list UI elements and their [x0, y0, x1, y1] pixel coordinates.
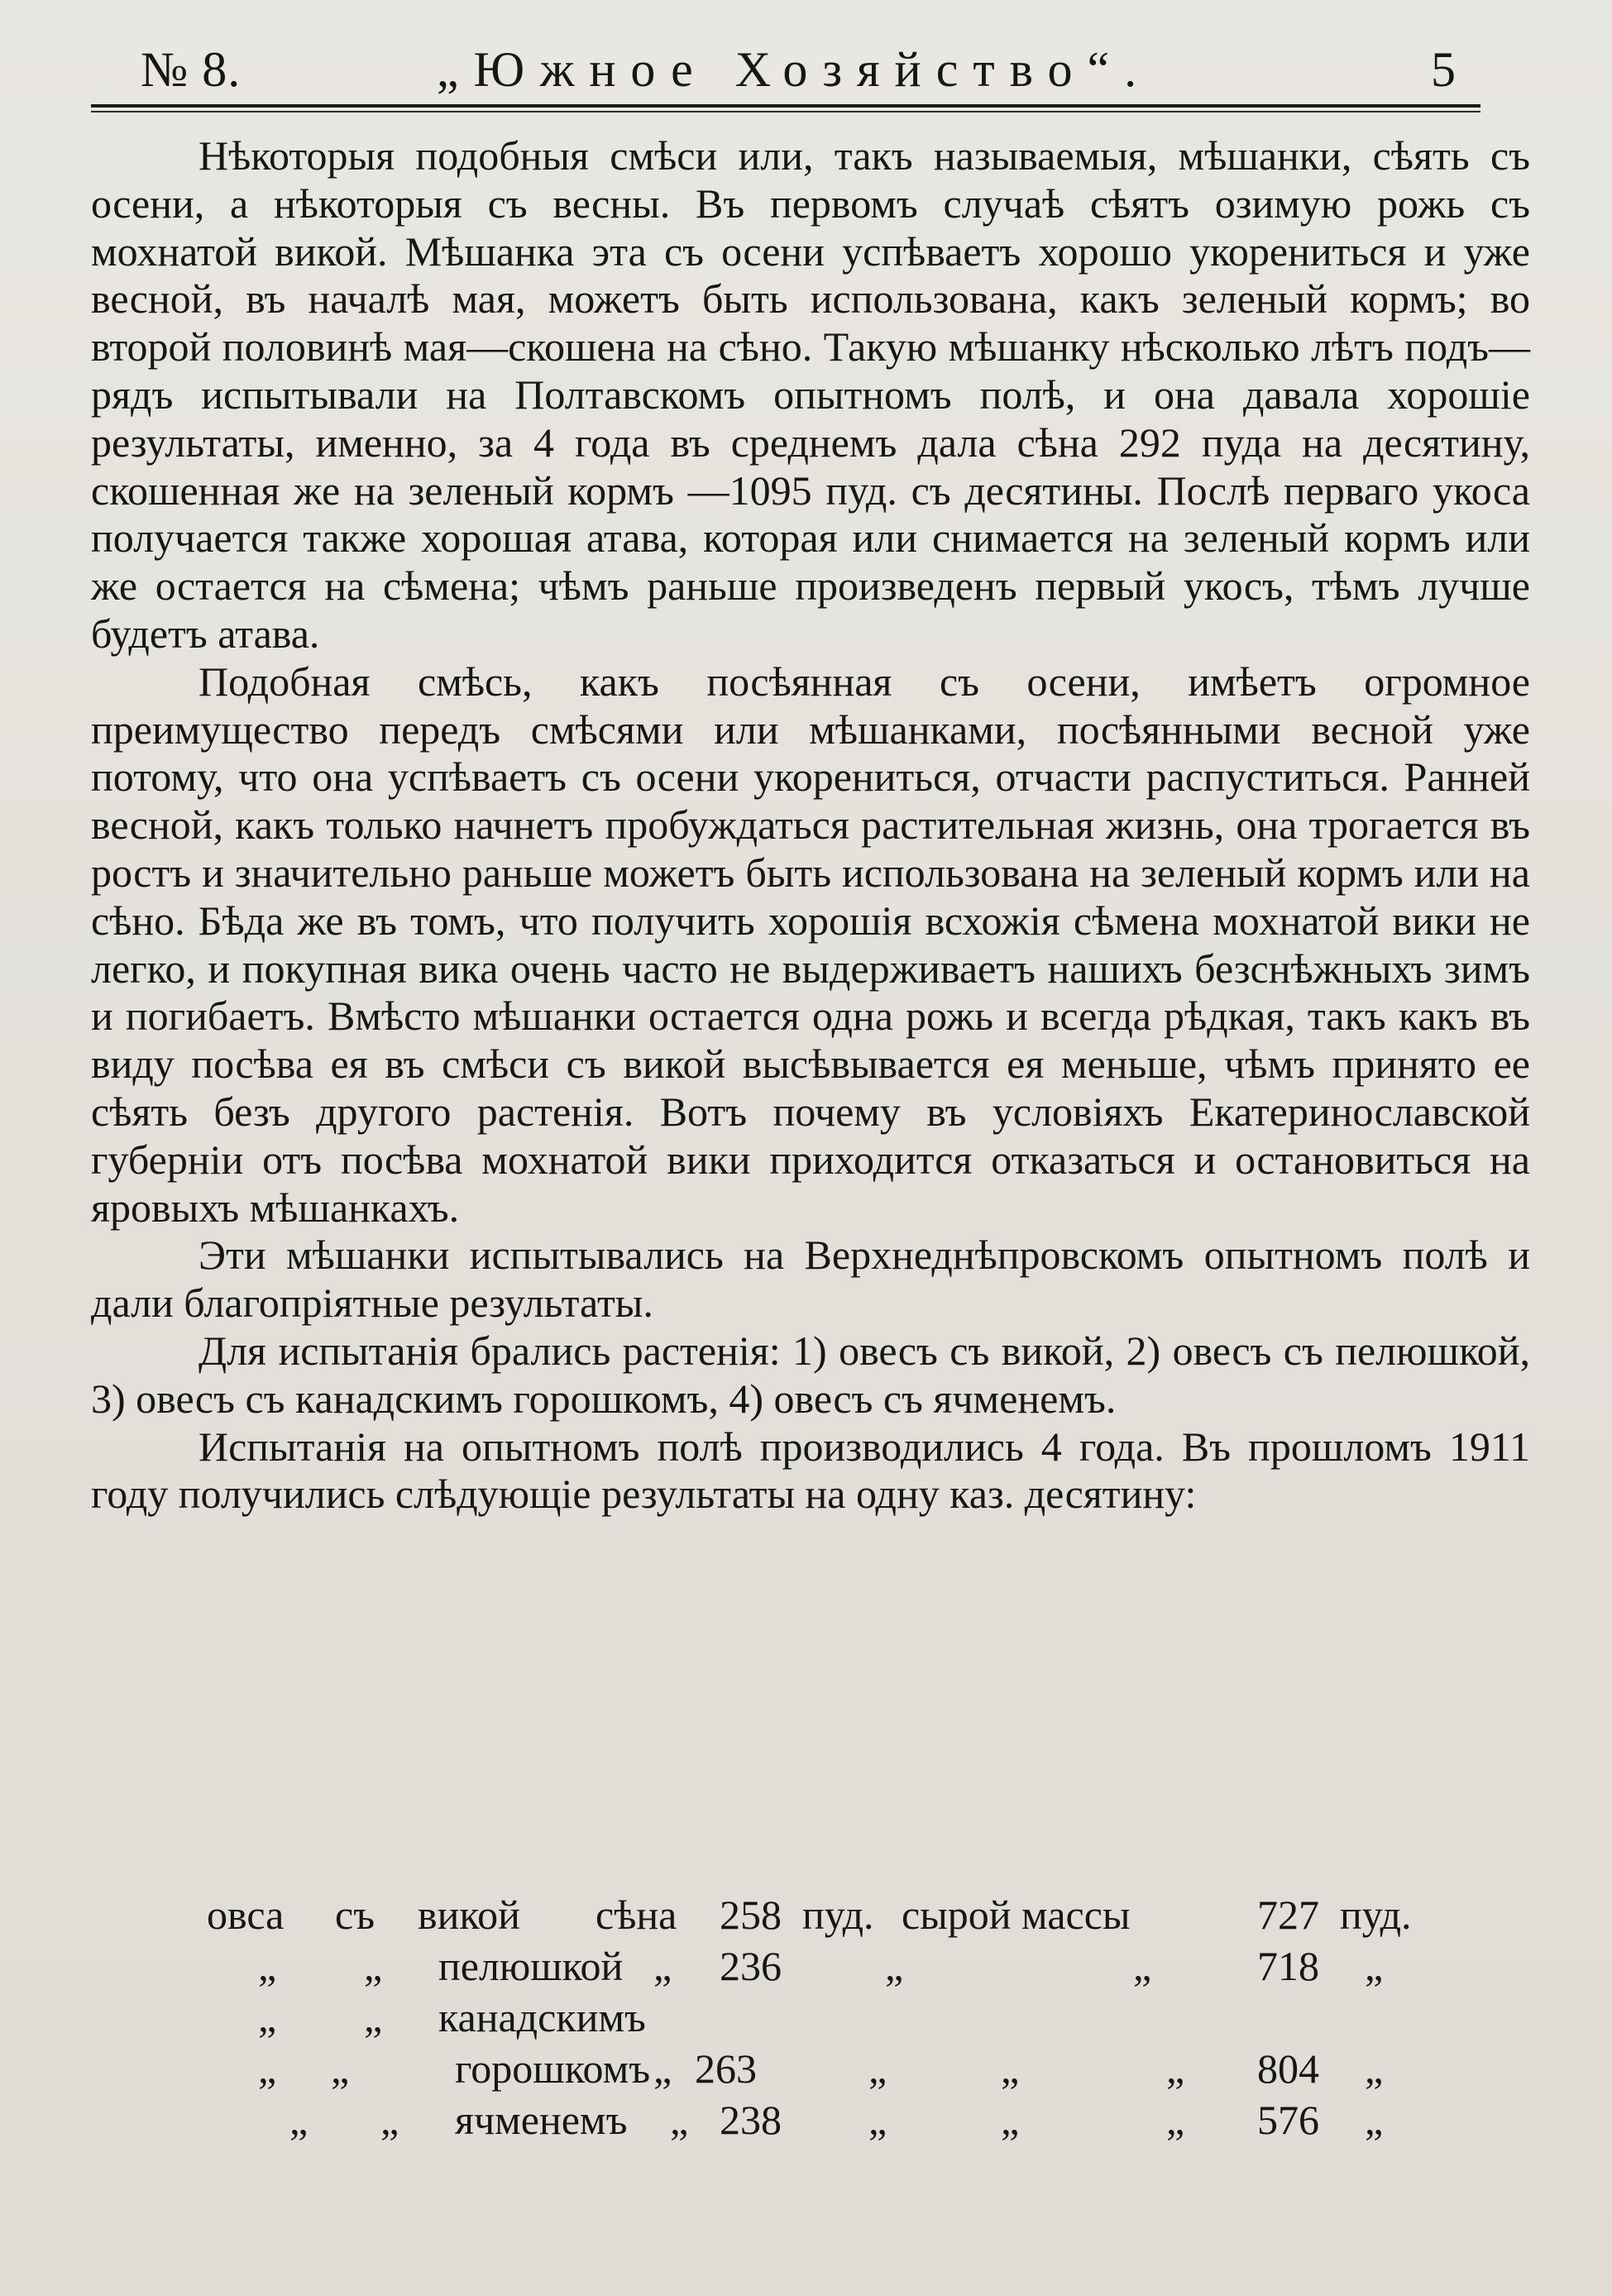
cell-hay-value: 263: [695, 2045, 757, 2092]
cell-crop: ячменемъ: [455, 2097, 628, 2143]
journal-title: „Южное Хозяйство“.: [436, 42, 1152, 97]
cell-hay-label: сѣна: [596, 1892, 677, 1938]
cell-ditto: „: [1166, 2045, 1185, 2092]
paragraph: Нѣкоторыя подобныя смѣси или, такъ называемыя, мѣшанки, сѣять съ осени, а нѣкоторыя съ весны. Въ первомъ случаѣ сѣятъ озимую рожь съ мохнатой викой. Мѣшанка эта съ осени успѣваетъ хорошо укорениться и уже весной, въ началѣ мая, можетъ быть использована, какъ зеленый кормъ; во второй половинѣ мая—скошена на сѣно. Такую мѣшанку нѣсколько лѣтъ подъ—рядъ испытывали на Полтавскомъ опытномъ полѣ, и она давала хорошіе результаты, именно, за 4 года въ среднемъ дала сѣна 292 пуда на десятину, скошенная же на зеленый кормъ —1095 пуд. съ десятины. Послѣ перваго укоса получается также хорошая атава, которая или снимается на зеленый кормъ или же остается на сѣмена; чѣмъ раньше произведенъ первый укосъ, тѣмъ лучше будетъ атава.: [91, 132, 1530, 657]
page-number: 5: [1431, 42, 1456, 97]
table-row: [207, 2096, 1431, 2145]
cell-hay-value: 258: [720, 1892, 782, 1938]
cell-with: съ: [335, 1892, 375, 1938]
cell-ditto: „: [885, 1943, 904, 1989]
paragraph: Эти мѣшанки испытывались на Верхнеднѣпровскомъ опытномъ полѣ и дали благопріятные результаты.: [91, 1232, 1530, 1327]
cell-ditto: „: [1365, 2097, 1384, 2143]
cell-crop: пелюшкой: [438, 1943, 624, 1989]
cell-ditto: „: [364, 1994, 383, 2040]
cell-green-label: сырой массы: [902, 1892, 1131, 1938]
cell-crop: канадскимъ: [438, 1994, 646, 2040]
cell-ditto: „: [1133, 1943, 1152, 1989]
cell-green-value: 804: [1257, 2045, 1319, 2092]
table-row: [207, 2045, 1431, 2094]
cell-ditto: „: [258, 1994, 277, 2040]
cell-hay-value: 238: [720, 2097, 782, 2143]
cell-ditto: „: [258, 2045, 277, 2092]
table-row: [207, 1891, 1431, 1940]
header-rule-thick: [91, 104, 1480, 108]
cell-green-value: 727: [1257, 1892, 1319, 1938]
cell-hay-value: 236: [720, 1943, 782, 1989]
body-text: [91, 132, 1530, 1519]
cell-ditto: „: [868, 2097, 887, 2143]
cell-green-unit: пуд.: [1340, 1892, 1412, 1938]
cell-crop: горошкомъ: [455, 2045, 651, 2092]
cell-ditto: „: [653, 1943, 672, 1989]
cell-oats: овса: [207, 1892, 285, 1938]
cell-crop: викой: [418, 1892, 520, 1938]
cell-ditto: „: [380, 2097, 399, 2143]
issue-number: № 8.: [141, 42, 242, 97]
cell-green-value: 576: [1257, 2097, 1319, 2143]
cell-ditto: „: [1001, 2097, 1020, 2143]
cell-ditto: „: [1166, 2097, 1185, 2143]
cell-green-value: 718: [1257, 1943, 1319, 1989]
cell-ditto: „: [289, 2097, 309, 2143]
running-header: [91, 33, 1497, 108]
cell-ditto: „: [1365, 1943, 1384, 1989]
cell-ditto: „: [653, 2045, 672, 2092]
cell-ditto: „: [364, 1943, 383, 1989]
paragraph: Подобная смѣсь, какъ посѣянная съ осени, имѣетъ огромное преимущество передъ смѣсями или мѣшанками, посѣянными весной уже потому, что она успѣваетъ съ осени укорениться, отчасти распуститься. Ранней весной, какъ только начнетъ пробуждаться растительная жизнь, она трогается въ ростъ и значительно раньше можетъ быть использована на зеленый кормъ или на сѣно. Бѣда же въ томъ, что получить хорошія всхожія сѣмена мохнатой вики не легко, и покупная вика очень часто не выдерживаетъ нашихъ безснѣжныхъ зимъ и погибаетъ. Вмѣсто мѣшанки остается одна рожь и всегда рѣдкая, такъ какъ въ виду посѣва ея въ смѣси съ викой высѣвывается ея меньше, чѣмъ принято ее сѣять безъ другого растенія. Вотъ почему въ условіяхъ Екатеринославской губерніи отъ посѣва мохнатой вики приходится отказаться и остановиться на яровыхъ мѣшанкахъ.: [91, 658, 1530, 1231]
cell-ditto: „: [868, 2045, 887, 2092]
header-rule-thin: [91, 111, 1480, 112]
cell-ditto: „: [1365, 2045, 1384, 2092]
table-row: [207, 1942, 1431, 1992]
cell-ditto: „: [1001, 2045, 1020, 2092]
cell-ditto: „: [258, 1943, 277, 1989]
paragraph: Для испытанія брались растенія: 1) овесъ съ викой, 2) овесъ съ пелюшкой, 3) овесъ съ канадскимъ горошкомъ, 4) овесъ съ ячменемъ.: [91, 1327, 1530, 1422]
cell-hay-unit: пуд.: [802, 1892, 874, 1938]
paragraph: Испытанія на опытномъ полѣ производились 4 года. Въ прошломъ 1911 году получились слѣдующіе результаты на одну каз. десятину:: [91, 1423, 1530, 1518]
cell-ditto: „: [670, 2097, 689, 2143]
table-row: [207, 1993, 1431, 2043]
cell-ditto: „: [331, 2045, 350, 2092]
